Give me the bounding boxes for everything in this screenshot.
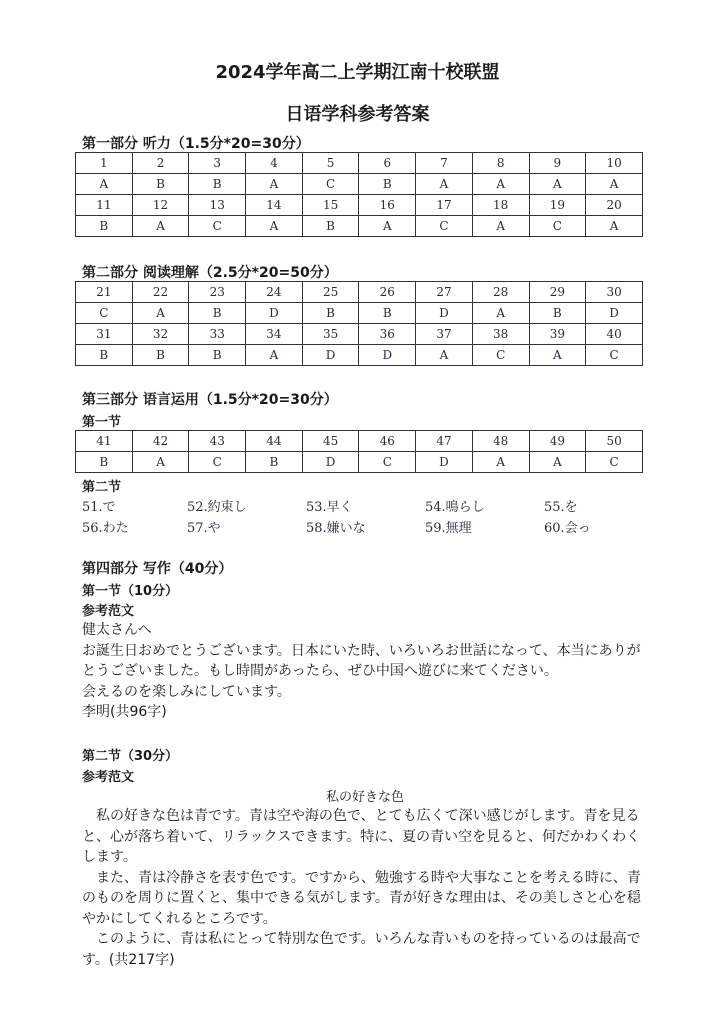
fill-answer: 57.や — [187, 521, 221, 536]
answer-cell: B — [359, 303, 416, 324]
question-number-cell: 29 — [529, 282, 586, 303]
answer-cell: A — [416, 345, 473, 366]
answer-cell: B — [76, 345, 133, 366]
answer-cell: A — [529, 345, 586, 366]
question-number-cell: 47 — [416, 431, 473, 452]
part1-answer-table — [75, 152, 643, 237]
answer-cell: A — [359, 216, 416, 237]
answer-cell: B — [302, 303, 359, 324]
question-number-cell: 35 — [302, 324, 359, 345]
answer-cell: A — [586, 174, 643, 195]
document-subtitle: 日语学科参考答案 — [285, 104, 430, 125]
sample-letter — [82, 620, 641, 723]
question-number-cell: 16 — [359, 195, 416, 216]
text-line: 私の好きな色は青です。青は空や海の色で、とても広くて深い感じがします。青を見る — [82, 808, 640, 824]
answer-cell: D — [416, 452, 473, 473]
text-line: と、心が落ち着いて、リラックスできます。特に、夏の青い空を見ると、何だかわくわく — [82, 828, 641, 845]
answer-cell: D — [359, 345, 416, 366]
answer-cell: C — [359, 452, 416, 473]
answer-cell: A — [132, 303, 189, 324]
answer-cell: A — [132, 216, 189, 237]
question-number-cell: 33 — [189, 324, 246, 345]
question-number-cell: 1 — [76, 153, 133, 174]
question-number-cell: 36 — [359, 324, 416, 345]
question-number-row — [76, 195, 643, 216]
question-number-cell: 3 — [189, 153, 246, 174]
answer-cell: B — [246, 452, 303, 473]
question-number-cell: 27 — [416, 282, 473, 303]
question-number-row — [76, 282, 643, 303]
text-line: す。(共217字) — [82, 951, 175, 968]
text-line: 健太さんへ — [82, 622, 152, 638]
question-number-cell: 19 — [529, 195, 586, 216]
part2-answer-table — [75, 281, 643, 366]
answer-row — [76, 303, 643, 324]
text-line: やかにしてくれるところです。 — [82, 910, 277, 927]
part4-section1-heading: 第一节（10分） — [82, 584, 179, 599]
answer-cell: C — [472, 345, 529, 366]
question-number-cell: 18 — [472, 195, 529, 216]
text-line: また、青は冷静さを表す色です。ですから、勉強する時や大事なことを考える時に、青 — [82, 869, 641, 886]
document-title: 2024学年高二上学期江南十校联盟 — [215, 62, 500, 83]
question-number-cell: 46 — [359, 431, 416, 452]
question-number-cell: 23 — [189, 282, 246, 303]
text-line: このように、青は私にとって特別な色です。いろんな青いものを持っているのは最高で — [82, 931, 641, 947]
part3-heading: 第三部分 语言运用（1.5分*20=30分） — [82, 392, 338, 408]
part3-section2-heading: 第二节 — [82, 480, 122, 495]
answer-cell: C — [189, 216, 246, 237]
answer-cell: A — [472, 452, 529, 473]
answer-cell: D — [586, 303, 643, 324]
answer-cell: B — [76, 452, 133, 473]
answer-cell: A — [132, 452, 189, 473]
question-number-cell: 15 — [302, 195, 359, 216]
answer-cell: C — [586, 452, 643, 473]
question-number-cell: 50 — [586, 431, 643, 452]
question-number-cell: 44 — [246, 431, 303, 452]
question-number-cell: 37 — [416, 324, 473, 345]
question-number-cell: 7 — [416, 153, 473, 174]
essay-title: 私の好きな色 — [325, 790, 404, 805]
answer-cell: B — [132, 174, 189, 195]
fill-answer: 59.無理 — [425, 521, 472, 536]
question-number-cell: 48 — [472, 431, 529, 452]
answer-row — [76, 452, 643, 473]
question-number-row — [76, 431, 643, 452]
part4-section2-label: 参考范文 — [82, 770, 135, 785]
fill-answer: 60.会っ — [544, 521, 591, 536]
answer-cell: C — [76, 303, 133, 324]
answer-cell: D — [416, 303, 473, 324]
question-number-cell: 40 — [586, 324, 643, 345]
answer-cell: B — [189, 345, 246, 366]
answer-cell: A — [246, 174, 303, 195]
text-line: お誕生日おめでとうございます。日本にいた時、いろいろお世話になって、本当にありが — [82, 642, 641, 659]
answer-cell: B — [302, 216, 359, 237]
question-number-cell: 14 — [246, 195, 303, 216]
answer-cell: C — [189, 452, 246, 473]
answer-cell: D — [302, 345, 359, 366]
answer-cell: A — [246, 345, 303, 366]
part3-section1-heading: 第一节 — [82, 415, 122, 430]
answer-cell: A — [416, 174, 473, 195]
answer-cell: A — [472, 216, 529, 237]
question-number-cell: 43 — [189, 431, 246, 452]
text-line: とうございました。もし時間があったら、ぜひ中国へ遊びに来てください。 — [82, 663, 558, 679]
question-number-cell: 28 — [472, 282, 529, 303]
answer-cell: C — [529, 216, 586, 237]
question-number-cell: 34 — [246, 324, 303, 345]
part4-section2-heading: 第二节（30分） — [82, 749, 179, 764]
sample-essay — [82, 806, 641, 970]
fill-answer: 56.わた — [82, 521, 129, 536]
question-number-cell: 39 — [529, 324, 586, 345]
fill-answer: 53.早く — [306, 500, 353, 515]
question-number-cell: 11 — [76, 195, 133, 216]
question-number-cell: 26 — [359, 282, 416, 303]
fill-answer: 54.鳴らし — [425, 500, 485, 515]
fill-answer: 51.で — [82, 500, 116, 515]
part2-heading: 第二部分 阅读理解（2.5分*20=50分） — [82, 265, 338, 281]
part3-answer-table — [75, 430, 643, 473]
answer-cell: B — [529, 303, 586, 324]
answer-cell: A — [529, 174, 586, 195]
answer-row — [76, 216, 643, 237]
question-number-row — [76, 324, 643, 345]
answer-cell: A — [529, 452, 586, 473]
question-number-cell: 22 — [132, 282, 189, 303]
question-number-cell: 9 — [529, 153, 586, 174]
question-number-cell: 42 — [132, 431, 189, 452]
answer-cell: C — [302, 174, 359, 195]
answer-cell: B — [132, 345, 189, 366]
answer-row — [76, 345, 643, 366]
question-number-cell: 2 — [132, 153, 189, 174]
part4-section1-label: 参考范文 — [82, 604, 135, 619]
answer-cell: A — [472, 174, 529, 195]
answer-cell: A — [472, 303, 529, 324]
answer-cell: C — [586, 345, 643, 366]
text-line: 李明(共96字) — [82, 704, 167, 720]
question-number-cell: 4 — [246, 153, 303, 174]
question-number-cell: 8 — [472, 153, 529, 174]
fill-answer: 55.を — [544, 500, 578, 515]
question-number-cell: 24 — [246, 282, 303, 303]
question-number-cell: 30 — [586, 282, 643, 303]
question-number-cell: 31 — [76, 324, 133, 345]
question-number-cell: 10 — [586, 153, 643, 174]
question-number-cell: 32 — [132, 324, 189, 345]
answer-cell: C — [416, 216, 473, 237]
question-number-cell: 17 — [416, 195, 473, 216]
fill-answer: 58.嫌いな — [306, 521, 366, 536]
part1-heading: 第一部分 听力（1.5分*20=30分） — [82, 136, 310, 152]
question-number-cell: 20 — [586, 195, 643, 216]
answer-cell: B — [189, 303, 246, 324]
question-number-cell: 13 — [189, 195, 246, 216]
answer-cell: B — [76, 216, 133, 237]
question-number-cell: 21 — [76, 282, 133, 303]
answer-cell: B — [189, 174, 246, 195]
text-line: 会えるのを楽しみにしています。 — [82, 683, 291, 700]
part4-heading: 第四部分 写作（40分） — [82, 561, 233, 577]
question-number-cell: 25 — [302, 282, 359, 303]
fill-answer: 52.約束し — [187, 500, 247, 515]
text-line: のものを周りに置くと、集中できる気がします。青が好きな理由は、その美しさと心を穏 — [82, 890, 641, 906]
question-number-cell: 45 — [302, 431, 359, 452]
answer-cell: A — [246, 216, 303, 237]
question-number-cell: 5 — [302, 153, 359, 174]
answer-row — [76, 174, 643, 195]
question-number-cell: 41 — [76, 431, 133, 452]
question-number-cell: 6 — [359, 153, 416, 174]
answer-cell: D — [246, 303, 303, 324]
answer-cell: B — [359, 174, 416, 195]
question-number-row — [76, 153, 643, 174]
text-line: します。 — [82, 849, 137, 865]
question-number-cell: 12 — [132, 195, 189, 216]
question-number-cell: 49 — [529, 431, 586, 452]
answer-cell: D — [302, 452, 359, 473]
answer-cell: A — [76, 174, 133, 195]
question-number-cell: 38 — [472, 324, 529, 345]
answer-cell: A — [586, 216, 643, 237]
